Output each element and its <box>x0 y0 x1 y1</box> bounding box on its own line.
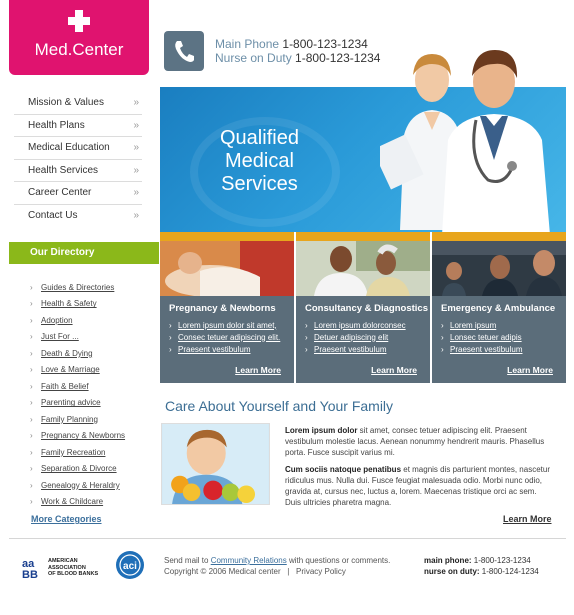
care-text: et magnis dis parturient montes, nascetur ridiculus mus. Nulla dui. Fusce feugiat malesuada odio. Morbi nunc odio, gravida at, cursus nec, luctus a, lorem. Maecenas tristique orci ac sem. Duis ultricies pharetra magna. <box>285 465 550 507</box>
service-link-text: Lorem ipsum dolorconsec <box>314 320 406 330</box>
banner-line: Medical <box>225 150 294 172</box>
learn-more-link[interactable]: Learn More <box>235 365 281 375</box>
footer-divider <box>9 538 566 539</box>
care-paragraph-2 <box>285 464 553 508</box>
arrow-right-icon: › <box>441 320 444 330</box>
community-relations-link[interactable]: Community Relations <box>210 556 287 565</box>
site-logo[interactable] <box>9 0 149 75</box>
directory-item-label: Health & Safety <box>41 299 97 309</box>
svg-text:aci: aci <box>123 561 137 572</box>
service-card-emergency <box>432 296 566 383</box>
pregnancy-image <box>160 241 294 296</box>
care-paragraph-1 <box>285 425 553 458</box>
section-title: Care About Yourself and Your Family <box>165 398 394 414</box>
service-link-text: Consec tetuer adipiscing elit. <box>178 332 281 342</box>
arrow-right-icon: › <box>30 365 33 375</box>
banner-line: Qualified <box>220 127 299 149</box>
chevron-right-icon: » <box>133 164 139 176</box>
child-with-fruit-image <box>161 423 270 505</box>
care-lead: Lorem ipsum dolor <box>285 426 358 435</box>
service-link[interactable] <box>169 343 294 355</box>
chevron-right-icon: » <box>133 142 139 154</box>
footer-main-phone <box>424 556 531 565</box>
arrow-right-icon: › <box>30 398 33 408</box>
directory-item[interactable] <box>30 378 159 395</box>
directory-item[interactable] <box>30 312 159 329</box>
nav-item-medical-education[interactable] <box>14 137 142 160</box>
arrow-right-icon: › <box>441 332 444 342</box>
service-link-text: Lorem ipsum dolor sit amet, <box>178 320 277 330</box>
main-phone-label: Main Phone <box>215 37 280 51</box>
directory-item-label: Death & Dying <box>41 348 93 358</box>
care-text: sit amet, consec tetuer adipiscing elit. Praesent vestibulum molestie lacus. Aenean nonummy hendrerit mauris. Phasellus porta. Fusce suscipit varius mi. <box>285 426 545 457</box>
service-title: Pregnancy & Newborns <box>169 303 276 314</box>
aabb-mark-icon <box>22 557 44 579</box>
aabb-logo[interactable] <box>22 557 98 579</box>
directory-item-label: Love & Marriage <box>41 365 100 375</box>
care-lead: Cum sociis natoque penatibus <box>285 465 402 474</box>
emergency-image <box>432 241 566 296</box>
aabb-text: OF BLOOD BANKS <box>48 571 99 578</box>
arrow-right-icon: › <box>30 447 33 457</box>
service-link-text: Lonsec tetuer adipis <box>450 332 522 342</box>
service-link[interactable] <box>441 319 566 331</box>
directory-item-label: Adoption <box>41 315 73 325</box>
arrow-right-icon: › <box>30 299 33 309</box>
service-link[interactable] <box>169 331 294 343</box>
svg-text:aa: aa <box>22 558 35 570</box>
arrow-right-icon: › <box>305 320 308 330</box>
main-phone <box>215 37 368 51</box>
directory-item[interactable] <box>30 477 159 494</box>
service-link-text: Detuer adipiscing elit <box>314 332 389 342</box>
aabb-text: AMERICAN <box>48 558 78 565</box>
section-divider <box>432 232 566 241</box>
directory-item-label: Family Recreation <box>41 447 106 457</box>
main-phone-number: 1-800-123-1234 <box>282 37 368 51</box>
directory-item[interactable] <box>30 395 159 412</box>
service-link[interactable] <box>169 319 294 331</box>
medical-cross-icon <box>68 10 90 32</box>
privacy-policy-link[interactable]: Privacy Policy <box>296 567 346 576</box>
nav-label: Career Center <box>28 187 92 199</box>
directory-item-label: Work & Childcare <box>41 497 104 507</box>
arrow-right-icon: › <box>30 497 33 507</box>
svg-text:BB: BB <box>22 569 38 579</box>
nav-item-health-plans[interactable] <box>14 115 142 138</box>
section-divider <box>296 232 430 241</box>
main-nav <box>14 92 142 227</box>
service-link-text: Praesent vestibulum <box>314 344 387 354</box>
directory-item-label: Genealogy & Heraldry <box>41 480 120 490</box>
nurse-phone-label: Nurse on Duty <box>215 51 292 65</box>
directory-item[interactable] <box>30 494 159 511</box>
chevron-right-icon: » <box>133 119 139 131</box>
nurse-phone <box>215 51 380 65</box>
footer-phone-number: 1-800-124-1234 <box>481 567 539 576</box>
nav-item-career-center[interactable] <box>14 182 142 205</box>
footer-phone-label: main phone: <box>424 556 472 565</box>
service-card-pregnancy <box>160 296 294 383</box>
arrow-right-icon: › <box>30 480 33 490</box>
footer-phone-number: 1-800-123-1234 <box>473 556 531 565</box>
service-link-text: Praesent vestibulum <box>450 344 523 354</box>
directory-item[interactable] <box>30 461 159 478</box>
learn-more-link[interactable]: Learn More <box>371 365 417 375</box>
footer-copyright-row <box>164 567 346 576</box>
directory-item[interactable] <box>30 329 159 346</box>
learn-more-link[interactable]: Learn More <box>507 365 553 375</box>
service-card-consultancy <box>296 296 430 383</box>
aabb-text: ASSOCIATION <box>48 564 86 571</box>
arrow-right-icon: › <box>30 381 33 391</box>
directory-list <box>30 279 159 510</box>
logo-text: Med.Center <box>34 40 124 59</box>
directory-heading: Our Directory <box>9 242 159 264</box>
separator: | <box>287 567 290 576</box>
arrow-right-icon: › <box>30 414 33 424</box>
arrow-right-icon: › <box>30 464 33 474</box>
service-title: Consultancy & Diagnostics <box>305 303 428 314</box>
nav-label: Health Plans <box>28 119 85 131</box>
arrow-right-icon: › <box>169 344 172 354</box>
chevron-right-icon: » <box>133 210 139 222</box>
service-link[interactable] <box>305 319 430 331</box>
directory-item-label: Just For ... <box>41 332 79 342</box>
arrow-right-icon: › <box>305 332 308 342</box>
service-link-text: Lorem ipsum <box>450 320 497 330</box>
directory-item-label: Guides & Directories <box>41 282 115 292</box>
nurse-phone-number: 1-800-123-1234 <box>295 51 381 65</box>
more-categories-link[interactable]: More Categories <box>31 514 102 524</box>
arrow-right-icon: › <box>169 320 172 330</box>
directory-item[interactable] <box>30 362 159 379</box>
nav-item-health-services[interactable] <box>14 160 142 183</box>
copyright: Copyright © 2006 Medical center <box>164 567 281 576</box>
directory-item[interactable] <box>30 444 159 461</box>
nav-label: Medical Education <box>28 142 110 154</box>
arrow-right-icon: › <box>30 332 33 342</box>
footer-text: with questions or comments. <box>286 556 391 565</box>
footer-contact-text <box>164 556 390 565</box>
directory-item[interactable] <box>30 296 159 313</box>
chevron-right-icon: » <box>133 97 139 109</box>
aci-badge-icon[interactable] <box>115 550 145 580</box>
nav-item-mission-values[interactable] <box>14 92 142 115</box>
section-divider <box>160 232 294 241</box>
service-link[interactable] <box>305 331 430 343</box>
directory-item-label: Pregnancy & Newborns <box>41 431 126 441</box>
banner-headline <box>220 127 299 196</box>
arrow-right-icon: › <box>30 348 33 358</box>
arrow-right-icon: › <box>30 431 33 441</box>
arrow-right-icon: › <box>30 282 33 292</box>
phone-icon <box>164 31 204 71</box>
directory-item-label: Separation & Divorce <box>41 464 117 474</box>
footer-nurse-phone <box>424 567 539 576</box>
arrow-right-icon: › <box>169 332 172 342</box>
footer-phone-label: nurse on duty: <box>424 567 480 576</box>
doctors-image <box>380 40 570 235</box>
aabb-name <box>48 558 98 578</box>
arrow-right-icon: › <box>441 344 444 354</box>
footer-text: Send mail to <box>164 556 211 565</box>
directory-item[interactable] <box>30 279 159 296</box>
directory-item[interactable] <box>30 345 159 362</box>
directory-item-label: Family Planning <box>41 414 98 424</box>
nav-label: Contact Us <box>28 210 78 222</box>
directory-item-label: Parenting advice <box>41 398 101 408</box>
chevron-right-icon: » <box>133 187 139 199</box>
directory-item-label: Faith & Belief <box>41 381 89 391</box>
nav-item-contact-us[interactable] <box>14 205 142 228</box>
nav-label: Mission & Values <box>28 97 104 109</box>
service-link-text: Praesent vestibulum <box>178 344 251 354</box>
service-title: Emergency & Ambulance <box>441 303 556 314</box>
arrow-right-icon: › <box>30 315 33 325</box>
arrow-right-icon: › <box>305 344 308 354</box>
service-link[interactable] <box>441 331 566 343</box>
consultancy-image <box>296 241 430 296</box>
service-link[interactable] <box>305 343 430 355</box>
directory-item[interactable] <box>30 411 159 428</box>
banner-line: Services <box>221 173 298 195</box>
service-link[interactable] <box>441 343 566 355</box>
directory-item[interactable] <box>30 428 159 445</box>
nav-label: Health Services <box>28 164 99 176</box>
learn-more-link[interactable]: Learn More <box>503 514 552 524</box>
